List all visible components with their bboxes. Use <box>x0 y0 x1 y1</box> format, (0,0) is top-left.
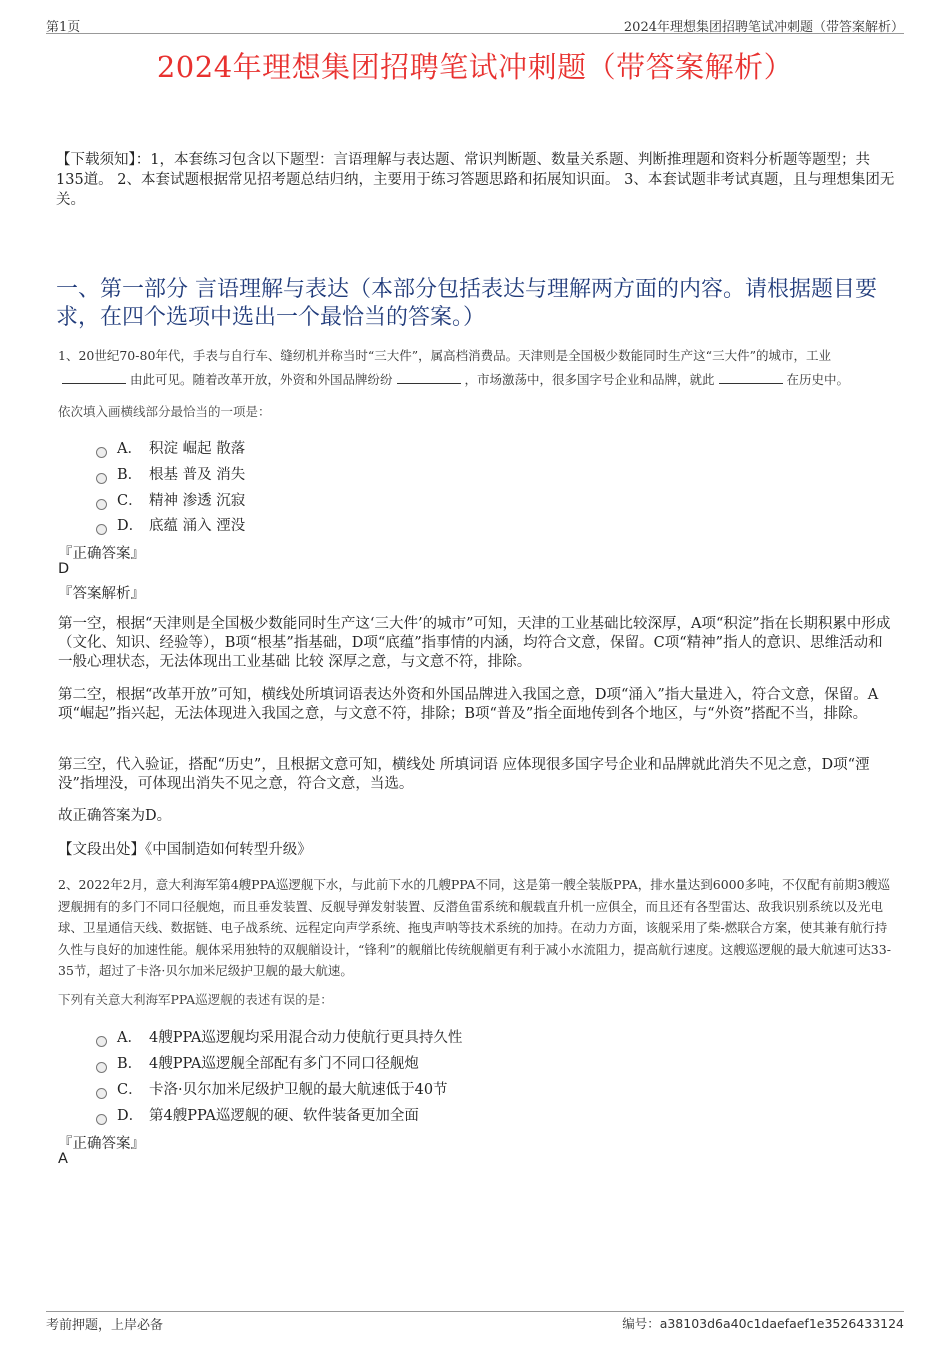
question-1-option-c[interactable] <box>96 489 245 510</box>
question-1-analysis-label: 『答案解析』 <box>58 586 145 602</box>
option-text: 精神 渗透 沉寂 <box>149 493 246 509</box>
question-1-text-part-a: 1、20世纪70-80年代，手表与自行车、缝纫机并称当时“三大件”，属高档消费品。天津则是全国极少数能同时生产这“三大件”的城市，工业 <box>58 348 831 363</box>
question-2-option-d[interactable] <box>96 1104 419 1125</box>
question-2-option-b[interactable] <box>96 1052 419 1073</box>
question-1-text <box>58 344 894 392</box>
header-page-label: 第1页 <box>46 20 81 35</box>
question-1-prompt: 依次填入画横线部分最恰当的一项是： <box>58 404 271 419</box>
option-letter: B． <box>117 467 143 483</box>
radio-icon[interactable] <box>96 1062 107 1073</box>
option-text: 4艘PPA巡逻舰均采用混合动力使航行更具持久性 <box>149 1030 463 1046</box>
radio-icon[interactable] <box>96 524 107 535</box>
question-1-text-part-b: 由此可见。随着改革开放，外资和外国品牌纷纷 <box>130 372 393 387</box>
question-2-option-a[interactable] <box>96 1026 462 1047</box>
radio-icon[interactable] <box>96 1036 107 1047</box>
footer-document-id: 编号：a38103d6a40c1daefaef1e3526433124 <box>622 1316 904 1331</box>
question-1-answer-label: 『正确答案』 <box>58 546 145 562</box>
question-2-prompt: 下列有关意大利海军PPA巡逻舰的表述有误的是： <box>58 992 333 1007</box>
question-1-option-b[interactable] <box>96 463 245 484</box>
question-1-answer: D <box>58 561 70 577</box>
question-2-answer: A <box>58 1151 68 1167</box>
question-1-option-a[interactable] <box>96 437 245 458</box>
option-text: 积淀 崛起 散落 <box>149 441 246 457</box>
option-text: 4艘PPA巡逻舰全部配有多门不同口径舰炮 <box>149 1056 419 1072</box>
blank-1 <box>62 371 126 384</box>
analysis-paragraph-2: 第二空，根据“改革开放”可知，横线处所填词语表达外资和外国品牌进入我国之意，D项“涌入”指大量进入，符合文意，保留。A项“崛起”指兴起，无法体现进入我国之意，与文意不符，排除；B项“普及”指全面地传到各个地区，与“外资”搭配不当，排除。 <box>58 687 879 722</box>
question-2-answer-label: 『正确答案』 <box>58 1136 145 1152</box>
radio-icon[interactable] <box>96 447 107 458</box>
option-letter: C． <box>117 493 143 509</box>
radio-icon[interactable] <box>96 473 107 484</box>
option-text: 根基 普及 消失 <box>149 467 246 483</box>
blank-2 <box>397 371 461 384</box>
section-heading: 一、第一部分 言语理解与表达（本部分包括表达与理解两方面的内容。请根据题目要求，在四个选项中选出一个最恰当的答案。） <box>56 277 877 330</box>
page-title: 2024年理想集团招聘笔试冲刺题（带答案解析） <box>156 50 794 84</box>
radio-icon[interactable] <box>96 499 107 510</box>
radio-icon[interactable] <box>96 1114 107 1125</box>
question-2-text: 2、2022年2月，意大利海军第4艘PPA巡逻舰下水，与此前下水的几艘PPA不同，这是第一艘全装版PPA，排水量达到6000多吨，不仅配有前期3艘巡逻舰拥有的多门不同口径舰炮，而且垂发装置、反舰导弹发射装置、反潜鱼雷系统和舰载直升机一应俱全，而且还有各型雷达、敌我识别系统以及光电球、卫星通信天线、数据链、电子战系统、远程定向声学系统、拖曳声呐等技术系统的加持。在动力方面，该舰采用了柴-燃联合方案，使其兼有航行持久性与良好的加速性能。舰体采用独特的双舰艏设计，“锋利”的舰艏比传统舰艏更有利于减小水流阻力，提高航行速度。这艘巡逻舰的最大航速可达33-35节，超过了卡洛·贝尔加米尼级护卫舰的最大航速。 <box>58 877 891 978</box>
option-text: 第4艘PPA巡逻舰的硬、软件装备更加全面 <box>149 1108 419 1124</box>
option-letter: B． <box>117 1056 143 1072</box>
radio-icon[interactable] <box>96 1088 107 1099</box>
question-1-text-part-c: ，市场激荡中，很多国字号企业和品牌，就此 <box>464 372 715 387</box>
option-text: 卡洛·贝尔加米尼级护卫舰的最大航速低于40节 <box>149 1082 448 1098</box>
option-letter: A． <box>117 441 142 457</box>
download-notice: 【下载须知】：1，本套练习包含以下题型：言语理解与表达题、常识判断题、数量关系题、判断推理题和资料分析题等题型；共135道。 2、本套试题根据常见招考题总结归纳，主要用于练习答题思路和拓展知识面。 3、本套试题非考试真题，且与理想集团无关。 <box>56 152 895 208</box>
option-letter: D． <box>117 1108 144 1124</box>
question-1-option-d[interactable] <box>96 514 245 535</box>
option-letter: A． <box>117 1030 142 1046</box>
header-divider <box>46 33 904 34</box>
header-doc-title: 2024年理想集团招聘笔试冲刺题（带答案解析） <box>623 20 904 35</box>
analysis-paragraph-1: 第一空，根据“天津则是全国极少数能同时生产这‘三大件’的城市”可知，天津的工业基础比较深厚，A项“积淀”指在长期积累中形成（文化、知识、经验等），B项“根基”指基础，D项“底蕴”指事情的内涵，均符合文意，保留。C项“精神”指人的意识、思维活动和一般心理状态，无法体现出工业基础 比较 深厚之意，与文意不符，排除。 <box>58 616 891 670</box>
option-letter: C． <box>117 1082 143 1098</box>
footer-divider <box>46 1311 904 1312</box>
analysis-conclusion: 故正确答案为D。 <box>58 808 172 824</box>
source-reference: 【文段出处】《中国制造如何转型升级》 <box>58 842 312 858</box>
question-1-text-part-d: 在历史中。 <box>786 372 850 387</box>
question-2-option-c[interactable] <box>96 1078 448 1099</box>
option-text: 底蕴 涌入 湮没 <box>149 518 246 534</box>
footer-slogan: 考前押题，上岸必备 <box>46 1318 164 1333</box>
analysis-paragraph-3: 第三空，代入验证，搭配“历史”，且根据文意可知，横线处 所填词语 应体现很多国字号企业和品牌就此消失不见之意，D项“湮没”指埋没，可体现出消失不见之意，符合文意，当选。 <box>58 757 870 792</box>
blank-3 <box>719 371 783 384</box>
option-letter: D． <box>117 518 144 534</box>
